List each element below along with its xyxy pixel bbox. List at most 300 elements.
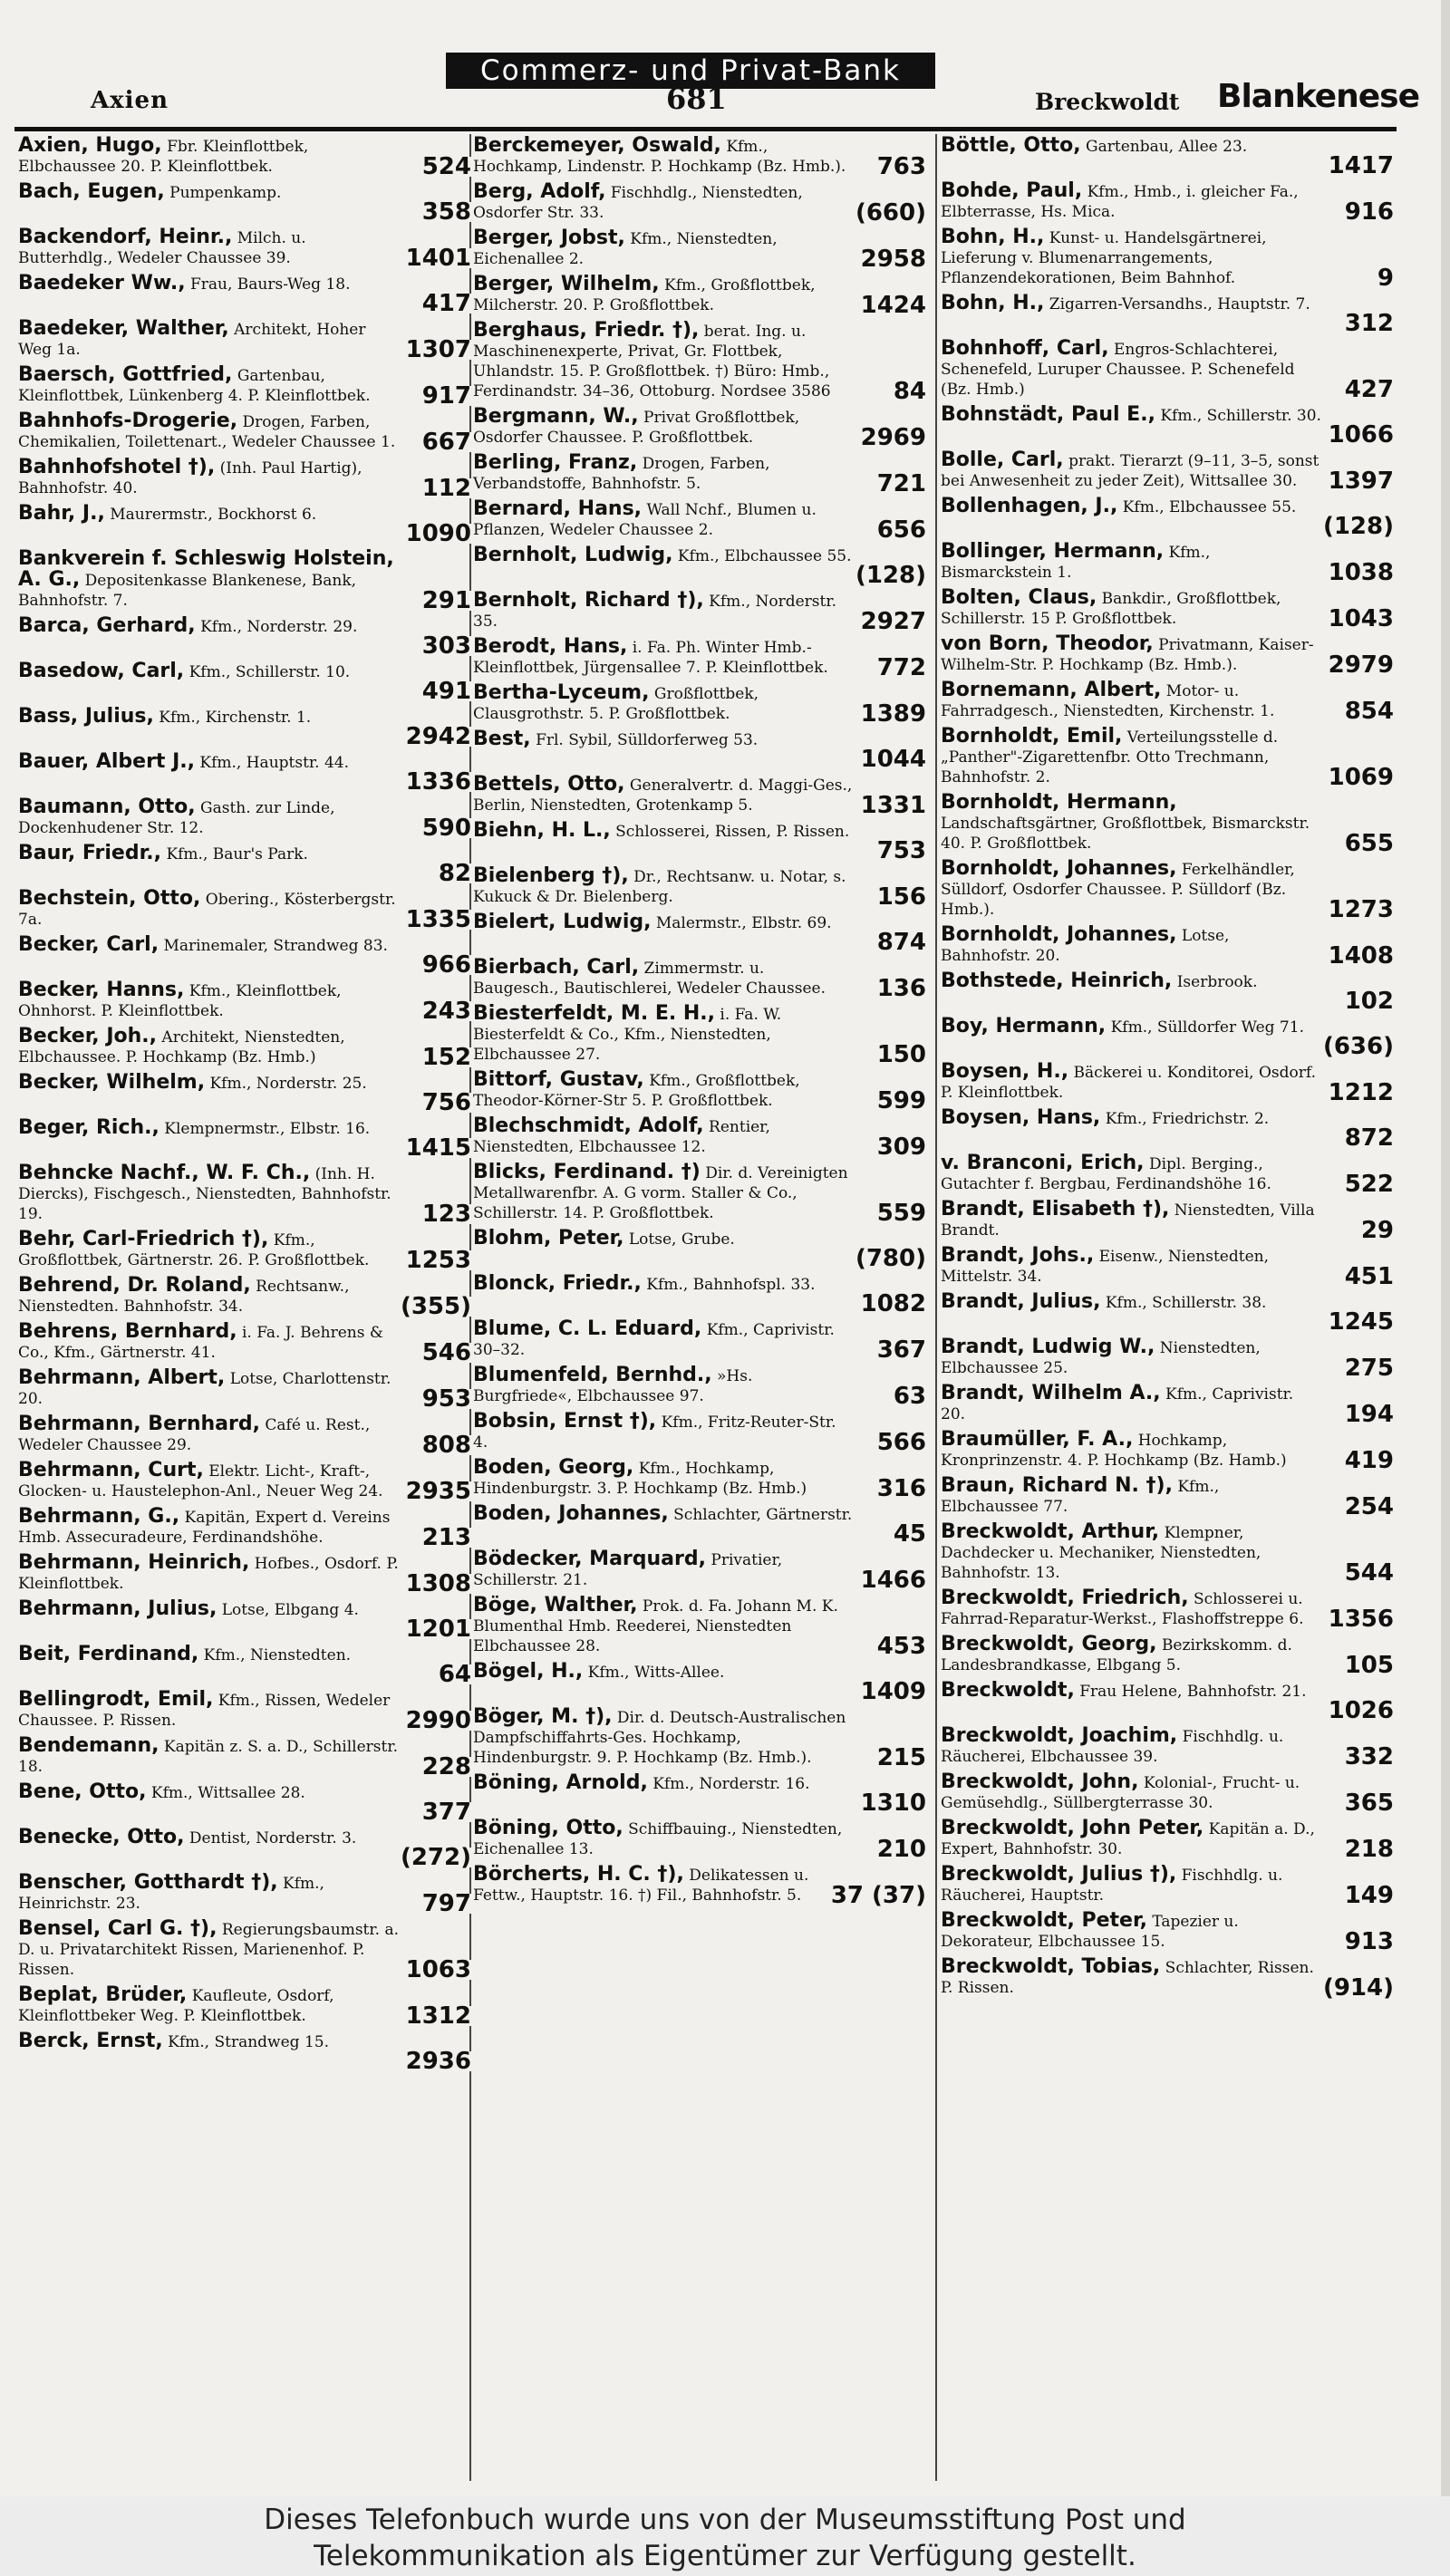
entry-details: Depositenkasse Blankenese, Bank, Bahnhofstr. 7. [18, 572, 357, 610]
directory-entry [941, 725, 1394, 791]
entry-name: Beplat, Brüder, [18, 1983, 188, 2006]
entry-details: Kfm., Fritz-Reuter-Str. 4. [473, 1413, 836, 1452]
entry-details: Bezirkskomm. d. Landesbrandkasse, Elbgang 5. [941, 1636, 1292, 1674]
entry-details: Kfm., Schillerstr. 38. [1105, 1294, 1267, 1312]
entry-name: Breckwoldt, John, [941, 1770, 1139, 1793]
entry-phone-number: 655 [1339, 834, 1394, 854]
directory-entry [473, 1227, 926, 1272]
directory-entry [18, 1274, 471, 1320]
entry-phone-number: (355) [395, 1297, 471, 1317]
entry-phone-number: 1356 [1323, 1609, 1394, 1629]
entry-name: Boden, Georg, [473, 1456, 634, 1479]
entry-name: Biehn, H. L., [473, 819, 611, 842]
entry-phone-number: 156 [872, 887, 926, 907]
directory-entry [473, 227, 926, 273]
entry-phone-number: (272) [395, 1848, 471, 1867]
directory-entry [473, 1114, 926, 1161]
directory-entry [941, 1909, 1394, 1955]
entry-phone-number: (128) [850, 565, 926, 585]
directory-entry [941, 495, 1394, 540]
entry-name: Berger, Wilhelm, [473, 273, 660, 295]
entry-details: Schlachter, Rissen. P. Rissen. [941, 1959, 1314, 1997]
entry-phone-number: 2936 [401, 2051, 471, 2071]
entry-details: Schlosserei, Rissen, P. Rissen. [615, 823, 850, 841]
entry-name: Best, [473, 728, 531, 750]
entry-details: Elektr. Licht-, Kraft-, Glocken- u. Haustelephon-Anl., Neuer Weg 24. [18, 1462, 383, 1500]
entry-name: Behrens, Bernhard, [18, 1320, 237, 1343]
entry-details: Bankdir., Großflottbek, Schillerstr. 15 P. Großflottbek. [941, 590, 1281, 628]
entry-details: Kfm., Caprivistr. 20. [941, 1385, 1294, 1423]
entry-name: Böge, Walther, [473, 1594, 638, 1616]
directory-entry [18, 1917, 471, 1983]
entry-name: Bögel, H., [473, 1660, 584, 1683]
directory-entry [473, 1456, 926, 1502]
entry-phone-number: 365 [1339, 1793, 1394, 1813]
entry-name: Barca, Gerhard, [18, 614, 196, 637]
header-rule [14, 127, 1397, 131]
directory-entry [18, 1688, 471, 1734]
entry-details: Lotse, Bahnhofstr. 20. [941, 927, 1230, 965]
entry-details: Fbr. Kleinflottbek, Elbchaussee 20. P. Kleinflottbek. [18, 138, 309, 176]
directory-entry [18, 1413, 471, 1459]
entry-phone-number: 316 [872, 1479, 926, 1499]
directory-entry [473, 681, 926, 728]
entry-details: Dentist, Norderstr. 3. [188, 1829, 357, 1848]
entry-phone-number: (128) [1318, 516, 1394, 536]
entry-details: Privat Großflottbek, Osdorfer Chaussee. P. Großflottbek. [473, 409, 800, 447]
entry-name: Axien, Hugo, [18, 134, 162, 157]
entry-details: Prok. d. Fa. Johann M. K. Blumenthal Hmb. Reederei, Nienstedten Elbchaussee 28. [473, 1597, 838, 1655]
entry-name: Böger, M. †), [473, 1705, 613, 1728]
directory-entry [941, 179, 1394, 226]
entry-details: Malermstr., Elbstr. 69. [655, 914, 832, 932]
entry-name: Breckwoldt, Joachim, [941, 1724, 1178, 1747]
entry-phone-number: 377 [417, 1802, 471, 1822]
entry-details: Kfm., Norderstr. 25. [209, 1075, 367, 1093]
entry-phone-number: 291 [417, 591, 471, 611]
directory-entry [941, 1336, 1394, 1382]
entry-phone-number: 332 [1339, 1747, 1394, 1767]
entry-name: Backendorf, Heinr., [18, 226, 233, 248]
entry-details: i. Fa. J. Behrens & Co., Kfm., Gärtnerstr. 41. [18, 1324, 383, 1362]
entry-name: Bothstede, Heinrich, [941, 970, 1173, 992]
entry-name: Baersch, Gottfried, [18, 363, 233, 386]
entry-name: Berckemeyer, Oswald, [473, 134, 721, 157]
entry-name: Boysen, Hans, [941, 1106, 1101, 1129]
entry-details: Kfm., Wittsallee 28. [150, 1784, 305, 1802]
directory-entry [941, 1955, 1394, 2002]
entry-phone-number: 1044 [856, 749, 926, 769]
entry-name: Bohnhoff, Carl, [941, 337, 1109, 360]
entry-phone-number: 2990 [401, 1711, 471, 1731]
directory-entry [18, 1025, 471, 1071]
entry-name: Bierbach, Carl, [473, 956, 640, 979]
directory-entry [18, 705, 471, 750]
entry-details: Kfm., Norderstr. 35. [473, 593, 837, 631]
entry-name: Brandt, Julius, [941, 1290, 1101, 1313]
directory-entry [941, 679, 1394, 725]
entry-details: Iserbrook. [1176, 973, 1258, 991]
directory-entry [941, 1244, 1394, 1290]
entry-details: Privatier, Schillerstr. 21. [473, 1551, 783, 1589]
directory-entry [18, 1871, 471, 1917]
entry-name: Brandt, Elisabeth †), [941, 1198, 1170, 1220]
entry-details: Hochkamp, Kronprinzenstr. 4. P. Hochkamp (Bz. Hamb.) [941, 1432, 1287, 1470]
entry-details: Kfm., Baur's Park. [166, 845, 308, 863]
entry-phone-number: 1331 [856, 796, 926, 815]
directory-entry [473, 589, 926, 635]
entry-name: Becker, Hanns, [18, 979, 185, 1001]
entry-name: Baumann, Otto, [18, 796, 196, 818]
entry-name: Bene, Otto, [18, 1780, 147, 1803]
entry-details: Motor- u. Fahrradgesch., Nienstedten, Kirchenstr. 1. [941, 682, 1275, 720]
directory-entry [18, 410, 471, 456]
directory-entry [473, 911, 926, 956]
entry-name: Behrmann, Curt, [18, 1459, 204, 1481]
entry-name: Bettels, Otto, [473, 773, 625, 796]
entry-details: Kfm., Kleinflottbek, Ohnhorst. P. Kleinflottbek. [18, 982, 342, 1020]
entry-details: Schlosserei u. Fahrrad-Reparatur-Werkst., Flashoffstreppe 6. [941, 1590, 1304, 1628]
entry-name: Basedow, Carl, [18, 660, 185, 682]
entry-phone-number: 1082 [856, 1294, 926, 1314]
footer-line-2: Telekommunikation als Eigentümer zur Verfügung gestellt. [314, 2540, 1136, 2572]
directory-entry [473, 1068, 926, 1114]
directory-entry [473, 1705, 926, 1771]
directory-entry [18, 933, 471, 979]
entry-phone-number: 772 [872, 658, 926, 678]
entry-phone-number: 559 [872, 1203, 926, 1223]
directory-entry [18, 887, 471, 933]
entry-details: Kfm., Caprivistr. 30–32. [473, 1321, 835, 1359]
entry-phone-number: 2935 [401, 1481, 471, 1501]
directory-entry [18, 796, 471, 842]
column-2 [473, 136, 926, 1911]
entry-details: Gasth. zur Linde, Dockenhudener Str. 12. [18, 799, 335, 837]
entry-details: Wall Nchf., Blumen u. Pflanzen, Wedeler Chaussee 2. [473, 501, 817, 539]
column-divider [935, 134, 937, 2481]
entry-name: Biesterfeldt, M. E. H., [473, 1002, 716, 1025]
entry-details: Kaufleute, Osdorf, Kleinflottbeker Weg. P. Kleinflottbek. [18, 1987, 334, 2025]
footer-line-1: Dieses Telefonbuch wurde uns von der Museumsstiftung Post und [264, 2504, 1186, 2536]
entry-phone-number: 275 [1339, 1358, 1394, 1378]
entry-details: Klempner, Dachdecker u. Mechaniker, Nienstedten, Bahnhofstr. 13. [941, 1524, 1262, 1582]
entry-name: Böning, Arnold, [473, 1771, 648, 1794]
entry-phone-number: 112 [417, 478, 471, 498]
entry-name: Behrmann, Bernhard, [18, 1413, 260, 1435]
entry-details: Bäckerei u. Konditorei, Osdorf. P. Kleinflottbek. [941, 1064, 1316, 1102]
directory-entry [941, 449, 1394, 495]
entry-name: Blumenfeld, Bernhd., [473, 1364, 712, 1386]
directory-entry [941, 403, 1394, 449]
entry-name: Bahnhofshotel †), [18, 456, 216, 478]
entry-phone-number: 136 [872, 979, 926, 999]
directory-entry [941, 1679, 1394, 1724]
entry-details: Kfm., Schillerstr. 30. [1160, 407, 1321, 425]
entry-phone-number: 916 [1339, 202, 1394, 222]
directory-entry [18, 750, 471, 796]
directory-entry [473, 544, 926, 589]
directory-entry [18, 1071, 471, 1116]
entry-details: Pumpenkamp. [169, 184, 282, 202]
directory-entry [941, 1060, 1394, 1106]
entry-name: Böttle, Otto, [941, 134, 1081, 157]
directory-entry [18, 1551, 471, 1597]
entry-details: Lotse, Grube. [628, 1230, 735, 1249]
entry-name: Bensel, Carl G. †), [18, 1917, 218, 1940]
directory-entry [941, 292, 1394, 337]
entry-details: Gartenbau, Kleinflottbek, Lünkenberg 4. P. Kleinflottbek. [18, 367, 371, 405]
entry-name: Bohn, H., [941, 292, 1045, 314]
directory-entry [473, 1660, 926, 1705]
entry-name: Becker, Carl, [18, 933, 160, 956]
entry-phone-number: 1397 [1323, 471, 1394, 491]
entry-details: Kfm., Witts-Allee. [587, 1664, 725, 1682]
entry-name: Bertha-Lyceum, [473, 681, 650, 704]
entry-phone-number: 228 [417, 1757, 471, 1777]
entry-details: Eisenw., Nienstedten, Mittelstr. 34. [941, 1248, 1269, 1286]
entry-details: Kunst- u. Handelsgärtnerei, Lieferung v. Blumenarrangements, Pflanzendekorationen, Beim Bahnhof. [941, 229, 1267, 287]
directory-entry [941, 1863, 1394, 1909]
entry-name: Breckwoldt, [941, 1679, 1075, 1702]
directory-entry [18, 1162, 471, 1228]
entry-details: Dir. d. Deutsch-Australischen Dampfschiffahrts-Ges. Hochkamp, Hindenburgstr. 9. P. Hochkamp (Bz. Hmb.). [473, 1709, 846, 1767]
directory-entry [941, 1817, 1394, 1863]
header-banner: Commerz- und Privat-Bank [446, 53, 935, 89]
directory-entry [473, 728, 926, 773]
directory-entry [18, 547, 471, 614]
entry-name: Blohm, Peter, [473, 1227, 624, 1249]
directory-entry [18, 1597, 471, 1643]
entry-phone-number: 1245 [1323, 1312, 1394, 1332]
entry-name: Breckwoldt, Friedrich, [941, 1587, 1189, 1609]
directory-entry [18, 272, 471, 317]
entry-details: Landschaftsgärtner, Großflottbek, Bismarckstr. 40. P. Großflottbek. [941, 815, 1310, 853]
entry-phone-number: 427 [1339, 380, 1394, 400]
directory-entry [18, 2030, 471, 2075]
entry-name: Baedeker, Walther, [18, 317, 229, 340]
entry-details: Dipl. Berging., Gutachter f. Bergbau, Ferdinandshöhe 16. [941, 1155, 1271, 1193]
entry-phone-number: 1212 [1323, 1083, 1394, 1103]
header-last-entry: Breckwoldt [1035, 89, 1180, 115]
directory-entry [473, 1364, 926, 1410]
entry-details: Schiffbauing., Nienstedten, Eichenallee 13. [473, 1820, 843, 1858]
entry-phone-number: 1312 [401, 2006, 471, 2026]
entry-phone-number: 150 [872, 1045, 926, 1065]
entry-details: Kfm., Elbchaussee 55. [677, 547, 852, 565]
entry-phone-number: 215 [872, 1748, 926, 1768]
entry-details: Milch. u. Butterhdlg., Wedeler Chaussee 39. [18, 229, 306, 267]
entry-details: Dir. d. Vereinigten Metallwarenfbr. A. G vorm. Staller & Co., Schillerstr. 14. P. Großflottbek. [473, 1164, 848, 1222]
entry-details: Frau Helene, Bahnhofstr. 21. [1079, 1683, 1307, 1701]
entry-phone-number: 82 [433, 863, 471, 883]
entry-details: Kfm., Großflottbek, Milcherstr. 20. P. Großflottbek. [473, 276, 816, 314]
entry-phone-number: 590 [417, 818, 471, 838]
entry-details: Fischhdlg., Nienstedten, Osdorfer Str. 33. [473, 184, 803, 222]
entry-name: Benecke, Otto, [18, 1826, 185, 1848]
directory-entry [473, 1863, 926, 1909]
entry-details: Architekt, Nienstedten, Elbchaussee. P. Hochkamp (Bz. Hmb.) [18, 1028, 345, 1066]
entry-details: Kfm., Schillerstr. 10. [188, 663, 351, 681]
entry-phone-number: 1424 [856, 295, 926, 315]
entry-phone-number: 218 [1339, 1839, 1394, 1859]
entry-name: Boy, Hermann, [941, 1015, 1107, 1037]
directory-entry [473, 1548, 926, 1594]
entry-details: berat. Ing. u. Maschinenexperte, Privat, Gr. Flottbek, Uhlandstr. 15. P. Großflottbek. †) Büro: Hmb., Ferdinandstr. 34–36, Ottoburg. Nordsee 3586 [473, 323, 831, 400]
entry-phone-number: 45 [888, 1524, 926, 1544]
entry-name: Brandt, Johs., [941, 1244, 1095, 1267]
entry-details: Frau, Baurs-Weg 18. [189, 275, 351, 294]
entry-details: Gartenbau, Allee 23. [1086, 138, 1248, 156]
directory-entry [941, 1770, 1394, 1817]
directory-entry [18, 1505, 471, 1551]
entry-details: (Inh. H. Diercks), Fischgesch., Nienstedten, Bahnhofstr. 19. [18, 1165, 392, 1223]
entry-name: Breckwoldt, John Peter, [941, 1817, 1204, 1839]
entry-details: Architekt, Hoher Weg 1a. [18, 321, 366, 359]
entry-name: Bollinger, Hermann, [941, 540, 1165, 563]
directory-entry [473, 1317, 926, 1364]
directory-entry [18, 1366, 471, 1413]
entry-phone-number: 417 [417, 294, 471, 314]
entry-phone-number: 797 [417, 1894, 471, 1914]
entry-phone-number: 966 [417, 955, 471, 975]
entry-phone-number: 1336 [401, 772, 471, 792]
entry-phone-number: (636) [1318, 1037, 1394, 1056]
entry-details: Kfm., Kirchenstr. 1. [159, 709, 312, 727]
directory-entry [473, 180, 926, 227]
entry-details: Kfm., Bahnhofspl. 33. [646, 1276, 816, 1294]
entry-phone-number: 953 [417, 1389, 471, 1409]
directory-entry [473, 1002, 926, 1068]
entry-phone-number: 1389 [856, 704, 926, 724]
entry-details: Kfm., Elbchaussee 77. [941, 1478, 1220, 1516]
entry-name: Blume, C. L. Eduard, [473, 1317, 702, 1340]
directory-entry [473, 1272, 926, 1317]
entry-phone-number: 808 [417, 1435, 471, 1455]
entry-phone-number: 1466 [856, 1570, 926, 1590]
entry-phone-number: (660) [850, 203, 926, 223]
entry-phone-number: 37 (37) [826, 1886, 926, 1905]
directory-entry [473, 319, 926, 405]
entry-name: Bornholdt, Johannes, [941, 923, 1177, 946]
entry-phone-number: 753 [872, 841, 926, 861]
directory-entry [941, 134, 1394, 179]
directory-entry [18, 1116, 471, 1162]
directory-entry [18, 363, 471, 410]
entry-details: Tapezier u. Dekorateur, Elbchaussee 15. [941, 1913, 1239, 1951]
entry-phone-number: 254 [1339, 1497, 1394, 1517]
entry-name: Breckwoldt, Arthur, [941, 1520, 1160, 1543]
entry-name: Bernholt, Richard †), [473, 589, 704, 612]
entry-name: Böning, Otto, [473, 1817, 624, 1839]
entry-phone-number: 1069 [1323, 767, 1394, 787]
entry-name: Bernholt, Ludwig, [473, 544, 673, 566]
entry-details: Nienstedten, Elbchaussee 25. [941, 1339, 1261, 1377]
entry-name: Breckwoldt, Peter, [941, 1909, 1147, 1932]
directory-entry [941, 586, 1394, 632]
entry-details: Delikatessen u. Fettw., Hauptstr. 16. †) Fil., Bahnhofstr. 5. [473, 1867, 809, 1905]
directory-entry [473, 773, 926, 819]
entry-name: Becker, Joh., [18, 1025, 158, 1047]
entry-name: Braumüller, F. A., [941, 1428, 1134, 1451]
entry-details: Kfm., Hmb., i. gleicher Fa., Elbterrasse, Hs. Mica. [941, 183, 1299, 221]
entry-details: Marinemaler, Strandweg 83. [163, 937, 388, 955]
entry-name: Bollenhagen, J., [941, 495, 1118, 517]
entry-phone-number: 1063 [401, 1960, 471, 1980]
directory-entry [941, 1633, 1394, 1679]
entry-name: Baur, Friedr., [18, 842, 162, 864]
entry-name: Bohn, H., [941, 226, 1045, 248]
directory-entry [941, 1152, 1394, 1198]
entry-details: Verteilungsstelle d. „Panther"-Zigarettenfbr. Otto Trechmann, Bahnhofstr. 2. [941, 728, 1279, 786]
directory-entry [473, 497, 926, 544]
entry-phone-number: 1408 [1323, 946, 1394, 966]
directory-entry [473, 1410, 926, 1456]
entry-name: Berghaus, Friedr. †), [473, 319, 700, 342]
entry-name: Beger, Rich., [18, 1116, 160, 1139]
entry-phone-number: 522 [1339, 1174, 1394, 1194]
entry-details: Kfm., Sülldorfer Weg 71. [1110, 1018, 1304, 1037]
entry-phone-number: 309 [872, 1137, 926, 1157]
directory-entry [473, 1161, 926, 1227]
directory-entry [473, 1594, 926, 1660]
entry-phone-number: 367 [872, 1340, 926, 1360]
column-3 [941, 136, 1394, 2003]
entry-details: Frl. Sybil, Sülldorferweg 53. [536, 731, 759, 749]
entry-details: Kfm., Hochkamp, Lindenstr. P. Hochkamp (Bz. Hmb.). [473, 138, 846, 176]
entry-phone-number: 9 [1372, 268, 1394, 288]
directory-entry [18, 180, 471, 226]
entry-phone-number: 64 [433, 1664, 471, 1684]
entry-details: Kfm., Norderstr. 16. [652, 1775, 810, 1793]
entry-details: Schlachter, Gärtnerstr. [673, 1506, 853, 1524]
entry-name: Blechschmidt, Adolf, [473, 1114, 704, 1137]
entry-details: Kfm., Bismarckstein 1. [941, 544, 1211, 582]
entry-name: Bach, Eugen, [18, 180, 165, 203]
entry-details: Kolonial-, Frucht- u. Gemüsehdlg., Süllbergterrasse 30. [941, 1774, 1300, 1812]
entry-details: Kfm., Strandweg 15. [168, 2033, 329, 2051]
entry-name: Behncke Nachf., W. F. Ch., [18, 1162, 311, 1184]
entry-details: Kfm., Friedrichstr. 2. [1105, 1110, 1270, 1128]
entry-phone-number: 358 [417, 202, 471, 222]
entry-details: Privatmann, Kaiser-Wilhelm-Str. P. Hochkamp (Bz. Hmb.). [941, 636, 1314, 674]
directory-entry [18, 317, 471, 363]
entry-details: Kfm., Norderstr. 29. [200, 618, 358, 636]
entry-details: Kfm., Rissen, Wedeler Chaussee. P. Rissen. [18, 1692, 391, 1730]
entry-details: Fischhdlg. u. Räucherei, Elbchaussee 39. [941, 1728, 1284, 1766]
entry-phone-number: 1273 [1323, 900, 1394, 920]
entry-phone-number: 544 [1339, 1563, 1394, 1583]
page-header [0, 0, 1450, 122]
entry-details: Fischhdlg. u. Räucherei, Hauptstr. [941, 1867, 1283, 1905]
entry-details: Kfm., Heinrichstr. 23. [18, 1875, 324, 1913]
entry-details: Kfm., Nienstedten, Eichenallee 2. [473, 230, 778, 268]
entry-phone-number: 1201 [401, 1619, 471, 1639]
entry-name: Behrmann, Julius, [18, 1597, 218, 1620]
entry-phone-number: 917 [417, 386, 471, 406]
entry-name: Behrend, Dr. Roland, [18, 1274, 251, 1297]
entry-name: Bohnstädt, Paul E., [941, 403, 1155, 426]
entry-details: Maurermstr., Bockhorst 6. [110, 506, 317, 524]
entry-phone-number: 1415 [401, 1138, 471, 1158]
directory-entry [18, 456, 471, 502]
entry-name: Bendemann, [18, 1734, 160, 1757]
directory-entry [18, 1228, 471, 1274]
entry-details: (Inh. Paul Hartig), Bahnhofstr. 40. [18, 459, 362, 497]
entry-name: Behr, Carl-Friedrich †), [18, 1228, 269, 1250]
entry-phone-number: 546 [417, 1343, 471, 1363]
entry-phone-number: 84 [888, 381, 926, 401]
entry-details: Generalvertr. d. Maggi-Ges., Berlin, Nienstedten, Grotenkamp 5. [473, 777, 853, 815]
